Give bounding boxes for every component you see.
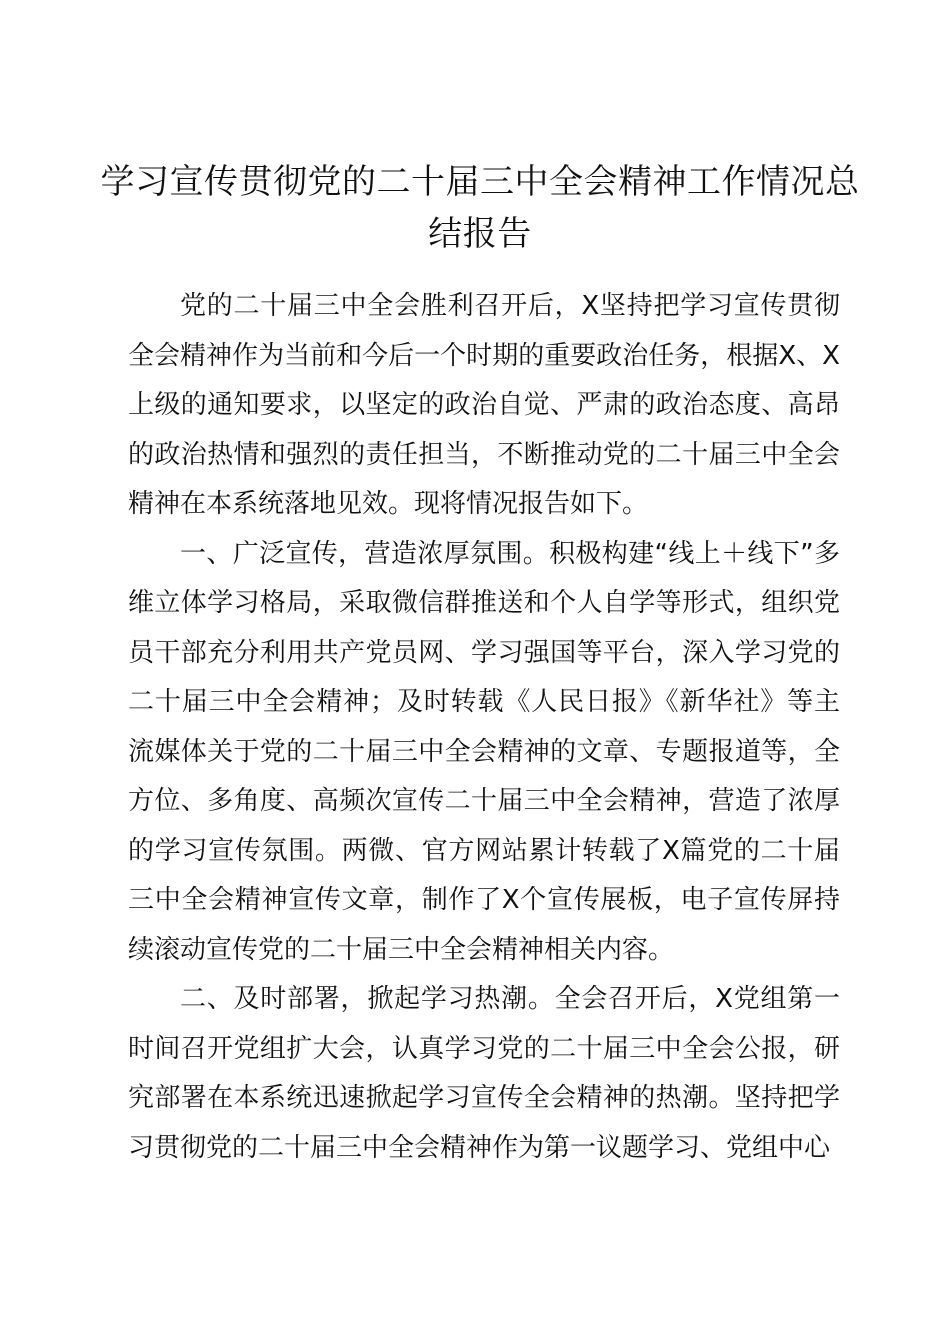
document-body — [128, 282, 840, 1173]
paragraph-intro: 党的二十届三中全会胜利召开后，X坚持把学习宣传贯彻全会精神作为当前和今后一个时期的重要政治任务，根据X、X上级的通知要求，以坚定的政治自觉、严肃的政治态度、高昂的政治热情和强烈的责任担当，不断推动党的二十届三中全会精神在本系统落地见效。现将情况报告如下。 — [128, 291, 840, 519]
paragraph-section-one: 一、广泛宣传，营造浓厚氛围。积极构建“线上＋线下”多维立体学习格局，采取微信群推送和个人自学等形式，组织党员干部充分利用共产党员网、学习强国等平台，深入学习党的二十届三中全会精神；及时转载《人民日报》《新华社》等主流媒体关于党的二十届三中全会精神的文章、专题报道等，全方位、多角度、高频次宣传二十届三中全会精神，营造了浓厚的学习宣传氛围。两微、官方网站累计转载了X篇党的二十届三中全会精神宣传文章，制作了X个宣传展板，电子宣传屏持续滚动宣传党的二十届三中全会精神相关内容。 — [128, 538, 840, 965]
paragraph-section-two: 二、及时部署，掀起学习热潮。全会召开后，X党组第一时间召开党组扩大会，认真学习党的二十届三中全会公报，研究部署在本系统迅速掀起学习宣传全会精神的热潮。坚持把学习贯彻党的二十届三中全会精神作为第一议题学习、党组中心 — [128, 984, 840, 1163]
document-title: 学习宣传贯彻党的二十届三中全会精神工作情况总结报告 — [100, 162, 860, 254]
